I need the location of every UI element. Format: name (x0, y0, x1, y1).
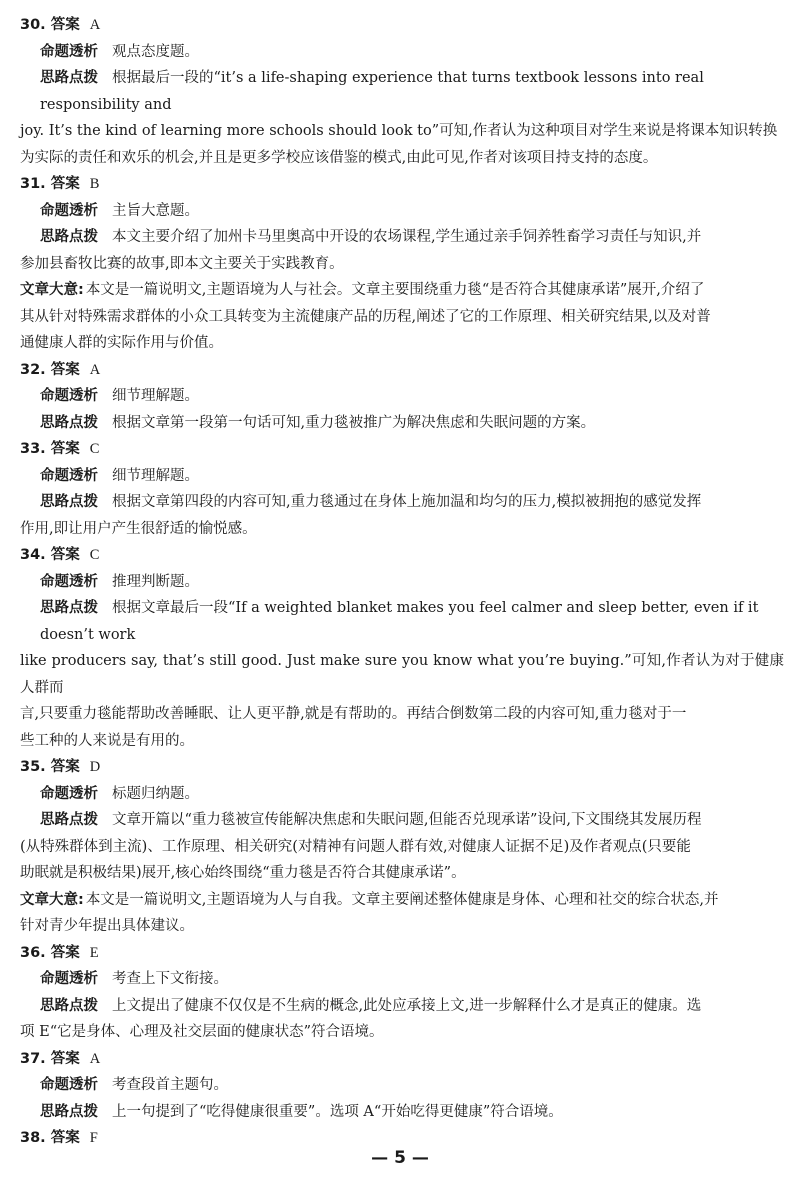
analysis-row (40, 966, 784, 993)
analysis-text: 观点态度题。 (112, 43, 199, 60)
analysis-text: 细节理解题。 (112, 388, 199, 404)
tip-label: 思路点拨 (40, 229, 98, 245)
answer-value: D (89, 759, 101, 775)
summary-line (20, 887, 784, 914)
tip-text: 根据文章第四段的内容可知,重力毯通过在身体上施加温和均匀的压力,模拟被拥抱的感觉发挥 (112, 494, 702, 510)
analysis-text: 考查上下文衔接。 (112, 971, 228, 987)
answer-label: 答案 (50, 944, 80, 961)
question-heading (20, 542, 784, 569)
tip-text-continued: 作用,即让用户产生很舒适的愉悦感。 (20, 520, 257, 537)
summary-label: 文章大意: (20, 891, 84, 908)
tip-row (40, 65, 784, 118)
tip-label: 思路点拨 (40, 494, 98, 510)
analysis-text: 考查段首主题句。 (112, 1077, 228, 1093)
summary-text: 本文是一篇说明文,主题语境为人与自我。文章主要阐述整体健康是身体、心理和社交的综合状态,并 (85, 891, 719, 908)
answer-label: 答案 (50, 1050, 80, 1067)
question-heading (20, 754, 784, 781)
question-number: 33. (20, 441, 46, 457)
summary-line: 其从针对特殊需求群体的小众工具转变为主流健康产品的历程,阐述了它的工作原理、相关研究结果,以及对普 (20, 308, 711, 325)
answer-label: 答案 (50, 176, 80, 192)
article-summary-2 (20, 887, 784, 940)
analysis-row (40, 39, 784, 66)
question-heading (20, 1046, 784, 1073)
analysis-label: 命题透析 (40, 785, 98, 802)
tip-text-continued: like producers say, that’s still good. Just make sure you know what you’re buying.”可知,作者认为对于健康人群而 (20, 653, 784, 696)
answer-label: 答案 (50, 17, 80, 33)
question-heading (20, 940, 784, 967)
question-32 (20, 357, 784, 437)
question-number: 35. (20, 759, 46, 775)
answer-value: B (89, 176, 100, 192)
tip-row (40, 410, 784, 437)
summary-label: 文章大意: (20, 282, 84, 298)
tip-row (40, 489, 784, 516)
tip-label: 思路点拨 (40, 600, 98, 616)
question-33 (20, 436, 784, 542)
answer-value: A (89, 1050, 101, 1067)
analysis-label: 命题透析 (40, 43, 98, 60)
tip-text: 上文提出了健康不仅仅是不生病的概念,此处应承接上文,进一步解释什么才是真正的健康。选 (112, 997, 702, 1014)
question-number: 32. (20, 361, 46, 378)
analysis-row (40, 569, 784, 596)
tip-label: 思路点拨 (40, 414, 98, 431)
tip-text-continued: 项 E“它是身体、心理及社交层面的健康状态”符合语境。 (20, 1024, 384, 1040)
question-heading (20, 12, 784, 39)
answer-value: C (89, 441, 100, 457)
tip-text: 根据文章第一段第一句话可知,重力毯被推广为解决焦虑和失眠问题的方案。 (112, 414, 596, 431)
tip-text-continued: 言,只要重力毯能帮助改善睡眠、让人更平静,就是有帮助的。再结合倒数第二段的内容可知,重力毯对于一 (20, 706, 687, 722)
question-heading (20, 171, 784, 198)
tip-text-continued: joy. It’s the kind of learning more schools should look to”可知,作者认为这种项目对学生来说是将课本知识转换 (20, 123, 778, 139)
question-heading (20, 436, 784, 463)
tip-text-continued: 为实际的责任和欢乐的机会,并且是更多学校应该借鉴的模式,由此可见,作者对该项目持支持的态度。 (20, 149, 658, 166)
article-summary-1 (20, 277, 784, 357)
question-number: 31. (20, 176, 46, 192)
analysis-label: 命题透析 (40, 388, 98, 404)
question-number: 34. (20, 547, 46, 563)
question-31 (20, 171, 784, 277)
analysis-label: 命题透析 (40, 202, 98, 219)
question-number: 30. (20, 17, 46, 33)
analysis-text: 主旨大意题。 (112, 202, 199, 219)
tip-text: 上一句提到了“吃得健康很重要”。选项 A“开始吃得更健康”符合语境。 (112, 1103, 563, 1120)
tip-row (40, 993, 784, 1020)
tip-text-continued: 助眠就是积极结果)展开,核心始终围绕“重力毯是否符合其健康承诺”。 (20, 865, 466, 881)
tip-text: 本文主要介绍了加州卡马里奥高中开设的农场课程,学生通过亲手饲养牲畜学习责任与知识,并 (112, 229, 702, 245)
question-number: 38. (20, 1130, 46, 1146)
tip-text: 根据最后一段的“it’s a life-shaping experience that turns textbook lessons into real responsibility and (40, 70, 704, 113)
summary-text: 本文是一篇说明文,主题语境为人与社会。文章主要围绕重力毯“是否符合其健康承诺”展开,介绍了 (85, 282, 705, 298)
tip-row (40, 595, 784, 648)
analysis-label: 命题透析 (40, 467, 98, 484)
question-34 (20, 542, 784, 754)
analysis-row (40, 383, 784, 410)
analysis-row (40, 198, 784, 225)
answer-value: A (89, 361, 101, 378)
analysis-row (40, 463, 784, 490)
analysis-text: 细节理解题。 (112, 467, 199, 484)
answer-value: A (89, 17, 101, 33)
answer-value: C (89, 547, 100, 563)
answer-label: 答案 (50, 1130, 80, 1146)
summary-line: 针对青少年提出具体建议。 (20, 918, 194, 934)
question-heading (20, 357, 784, 384)
tip-label: 思路点拨 (40, 1103, 98, 1120)
tip-text-continued: 些工种的人来说是有用的。 (20, 732, 194, 749)
answer-label: 答案 (50, 547, 80, 563)
answer-label: 答案 (50, 361, 80, 378)
tip-text: 根据文章最后一段“If a weighted blanket makes you feel calmer and sleep better, even if it doesn’t work (40, 600, 759, 643)
analysis-row (40, 1072, 784, 1099)
answer-value: F (89, 1130, 98, 1146)
page-number: — 5 — (371, 1148, 429, 1168)
analysis-text: 推理判断题。 (112, 573, 199, 590)
summary-line (20, 277, 784, 304)
summary-line: 通健康人群的实际作用与价值。 (20, 335, 223, 351)
tip-row (40, 224, 784, 251)
question-37 (20, 1046, 784, 1126)
analysis-text: 标题归纳题。 (112, 785, 199, 802)
question-number: 37. (20, 1050, 46, 1067)
tip-label: 思路点拨 (40, 997, 98, 1014)
question-30 (20, 12, 784, 171)
answer-label: 答案 (50, 441, 80, 457)
question-number: 36. (20, 944, 46, 961)
tip-row (40, 807, 784, 834)
analysis-label: 命题透析 (40, 573, 98, 590)
analysis-label: 命题透析 (40, 971, 98, 987)
tip-label: 思路点拨 (40, 70, 98, 86)
tip-row (40, 1099, 784, 1126)
analysis-label: 命题透析 (40, 1077, 98, 1093)
analysis-row (40, 781, 784, 808)
question-35 (20, 754, 784, 887)
tip-label: 思路点拨 (40, 812, 98, 828)
tip-text: 文章开篇以“重力毯被宣传能解决焦虑和失眠问题,但能否兑现承诺”设问,下文围绕其发展历程 (112, 812, 702, 828)
tip-text-continued: 参加县畜牧比赛的故事,即本文主要关于实践教育。 (20, 255, 344, 272)
answer-label: 答案 (50, 759, 80, 775)
question-36 (20, 940, 784, 1046)
tip-text-continued: (从特殊群体到主流)、工作原理、相关研究(对精神有问题人群有效,对健康人证据不足)及作者观点(只要能 (20, 838, 691, 855)
answer-value: E (89, 944, 99, 961)
